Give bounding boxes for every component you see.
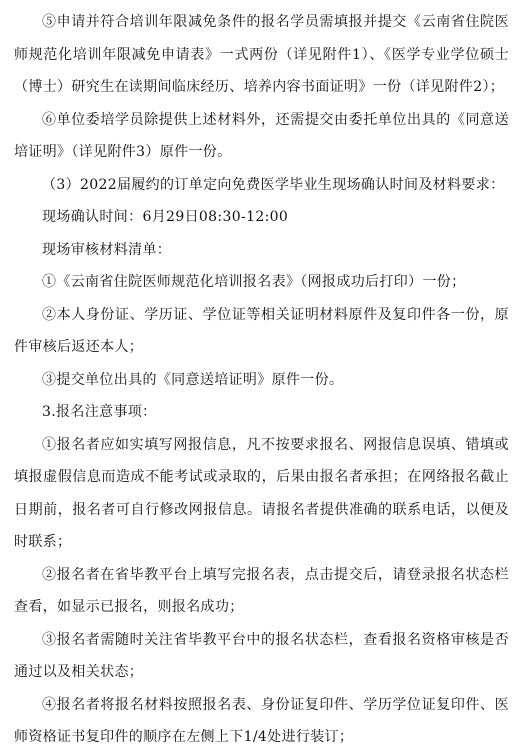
- paragraph-material-1: ①《云南省住院医师规范化培训报名表》（网报成功后打印）一份；: [42, 274, 466, 290]
- section-heading-notes: 3.报名注意事项：: [42, 404, 157, 420]
- paragraph-material-3: ③提交单位出具的《同意送培证明》原件一份。: [42, 371, 344, 388]
- paragraph-confirm-time: 现场确认时间：6月29日08:30-12:00: [42, 209, 289, 225]
- paragraph-section-3-heading: （3）2022届履约的订单定向免费医学毕业生现场确认时间及材料要求：: [42, 176, 505, 193]
- paragraph-materials-heading: 现场审核材料清单：: [42, 241, 172, 258]
- paragraph-note-2: ②报名者在省毕教平台上填写完报名表，点击提交后，请登录报名状态栏查看，如显示已报名，则报名成功；: [14, 566, 509, 615]
- paragraph-note-4: ④报名者将报名材料按照报名表、身份证复印件、学历学位证复印件、医师资格证书复印件的顺序在左侧上下1/4处进行装订；: [14, 696, 509, 745]
- paragraph-note-3: ③报名者需随时关注省毕教平台中的报名状态栏，查看报名资格审核是否通过以及相关状态；: [14, 631, 509, 680]
- paragraph-item-5-application: ⑤申请并符合培训年限减免条件的报名学员需填报并提交《云南省住院医师规范化培训年限减免申请表》一式两份（详见附件1）、《医学专业学位硕士（博士）研究生在读期间临床经历、培养内容书面证明》一份（详见附件2）；: [14, 14, 509, 95]
- paragraph-item-6-unit-trainees: ⑥单位委培学员除提供上述材料外，还需提交由委托单位出具的《同意送培证明》（详见附件3）原件一份。: [14, 111, 509, 160]
- paragraph-note-1: ①报名者应如实填写网报信息，凡不按要求报名、网报信息误填、错填或填报虚假信息而造成不能考试或录取的，后果由报名者承担；在网络报名截止日期前，报名者可自行修改网报信息。请报名者提供准确的联系电话，以便及时联系；: [14, 436, 509, 550]
- paragraph-material-2: ②本人身份证、学历证、学位证等相关证明材料原件及复印件各一份，原件审核后返还本人；: [14, 306, 509, 355]
